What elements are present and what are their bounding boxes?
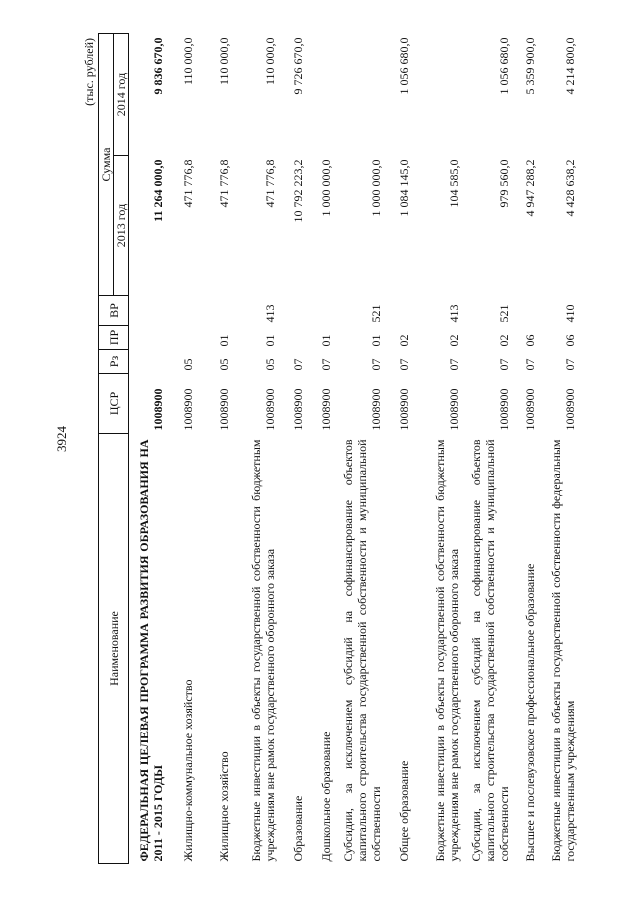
row-vr: 521 xyxy=(496,304,511,323)
row-rz: 05 xyxy=(180,358,195,371)
row-csr: 1008900 xyxy=(262,388,277,431)
row-name: Высшее и послевузовское профессиональное образование xyxy=(522,563,537,862)
row-csr: 1008900 xyxy=(562,388,577,431)
header-sum: Сумма xyxy=(99,33,114,295)
row-vr: 410 xyxy=(562,304,577,323)
row-vr xyxy=(307,296,335,326)
row-name: Бюджетные инвестиции в объекты государственной собственности бюджетным учреждениям вне рамок государственного оборонного заказа xyxy=(248,439,277,862)
row-csr: 1008900 xyxy=(290,388,305,431)
row-value-2014: 9 836 670,0 xyxy=(150,37,165,95)
table-row xyxy=(539,33,579,863)
row-vr xyxy=(197,296,233,326)
rotated-page xyxy=(82,34,590,864)
row-pr xyxy=(167,326,197,350)
row-rz: 07 xyxy=(318,358,333,371)
row-value-2013: 471 776,8 xyxy=(262,159,277,208)
row-pr: 06 xyxy=(562,334,577,347)
row-value-2014 xyxy=(413,33,463,155)
row-rz: 07 xyxy=(496,358,511,371)
header-2013: 2013 год xyxy=(114,156,129,296)
row-name: Общее образование xyxy=(396,760,411,862)
row-value-2014: 1 056 680,0 xyxy=(496,37,511,95)
row-csr: 1008900 xyxy=(396,388,411,431)
row-csr: 1008900 xyxy=(496,388,511,431)
table-row xyxy=(335,33,385,863)
row-vr xyxy=(279,296,307,326)
row-pr: 02 xyxy=(496,334,511,347)
budget-table xyxy=(98,33,579,864)
table-row xyxy=(413,33,463,863)
row-value-2014: 110 000,0 xyxy=(262,37,277,86)
header-rz: Рз xyxy=(99,350,129,374)
header-pr: ПР xyxy=(99,326,129,350)
row-vr: 413 xyxy=(446,304,461,323)
row-value-2013: 471 776,8 xyxy=(180,159,195,208)
row-rz: 07 xyxy=(368,358,383,371)
row-csr: 1008900 xyxy=(216,388,231,431)
row-value-2014: 1 056 680,0 xyxy=(396,37,411,95)
row-rz: 05 xyxy=(262,358,277,371)
row-csr: 1008900 xyxy=(150,388,165,431)
row-value-2013: 1 000 000,0 xyxy=(368,159,383,217)
header-name: Наименование xyxy=(99,434,129,864)
row-value-2014: 9 726 670,0 xyxy=(290,37,305,95)
row-name: Образование xyxy=(290,795,305,862)
row-value-2013: 1 084 145,0 xyxy=(396,159,411,217)
header-2014: 2014 год xyxy=(114,33,129,155)
row-rz: 07 xyxy=(446,358,461,371)
row-value-2014: 4 214 800,0 xyxy=(562,37,577,95)
row-csr: 1008900 xyxy=(180,388,195,431)
row-value-2014 xyxy=(335,33,385,155)
row-pr: 01 xyxy=(262,334,277,347)
row-rz: 07 xyxy=(522,358,537,371)
row-rz: 07 xyxy=(290,358,305,371)
table-row xyxy=(197,33,233,863)
table-row xyxy=(279,33,307,863)
row-rz xyxy=(129,350,167,374)
row-value-2013: 4 428 638,2 xyxy=(562,159,577,217)
row-pr xyxy=(129,326,167,350)
row-value-2014: 110 000,0 xyxy=(180,37,195,86)
row-pr xyxy=(279,326,307,350)
row-csr: 1008900 xyxy=(446,388,461,431)
header-vr: ВР xyxy=(99,296,129,326)
row-vr: 413 xyxy=(262,304,277,323)
row-name: Бюджетные инвестиции в объекты государственной собственности бюджетным учреждениям вне рамок государственного оборонного заказа xyxy=(432,439,461,862)
table-row xyxy=(513,33,539,863)
table-row xyxy=(129,33,167,863)
row-name: Бюджетные инвестиции в объекты государственной собственности федеральным государственным учреждениям xyxy=(548,439,577,862)
table-row xyxy=(463,33,513,863)
row-pr: 02 xyxy=(446,334,461,347)
row-name: Субсидии, за исключением субсидий на софинансирование объектов капитального строительства государственной собственности и муниципальной собственности xyxy=(340,439,383,862)
units-label: (тыс. рублей) xyxy=(82,38,96,106)
row-value-2014: 5 359 900,0 xyxy=(522,37,537,95)
row-name: Жилищное хозяйство xyxy=(216,751,231,862)
header-csr: ЦСР xyxy=(99,374,129,434)
row-vr xyxy=(129,296,167,326)
row-value-2013: 104 585,0 xyxy=(446,159,461,208)
row-name: Дошкольное образование xyxy=(318,731,333,862)
table-row xyxy=(233,33,279,863)
row-pr: 01 xyxy=(318,334,333,347)
row-value-2013: 10 792 223,2 xyxy=(290,159,305,223)
row-pr: 01 xyxy=(368,334,383,347)
row-value-2014 xyxy=(307,33,335,155)
table-row xyxy=(307,33,335,863)
row-vr xyxy=(167,296,197,326)
row-rz: 05 xyxy=(216,358,231,371)
row-name: ФЕДЕРАЛЬНАЯ ЦЕЛЕВАЯ ПРОГРАММА РАЗВИТИЯ ОБРАЗОВАНИЯ НА 2011 - 2015 ГОДЫ xyxy=(136,439,165,862)
row-value-2013: 471 776,8 xyxy=(216,159,231,208)
row-value-2013: 11 264 000,0 xyxy=(150,159,165,222)
table-row xyxy=(385,33,413,863)
row-csr: 1008900 xyxy=(522,388,537,431)
row-rz: 07 xyxy=(396,358,411,371)
row-name: Субсидии, за исключением субсидий на софинансирование объектов капитального строительства государственной собственности и муниципальной собственности xyxy=(468,439,511,862)
row-value-2013: 4 947 288,2 xyxy=(522,159,537,217)
row-vr xyxy=(513,296,539,326)
row-name: Жилищно-коммунальное хозяйство xyxy=(180,679,195,862)
row-rz: 07 xyxy=(562,358,577,371)
row-pr: 06 xyxy=(522,334,537,347)
table-row xyxy=(167,33,197,863)
row-csr: 1008900 xyxy=(318,388,333,431)
row-value-2014: 110 000,0 xyxy=(216,37,231,86)
row-value-2013: 1 000 000,0 xyxy=(318,159,333,217)
row-value-2013: 979 560,0 xyxy=(496,159,511,208)
row-csr: 1008900 xyxy=(368,388,383,431)
row-pr: 02 xyxy=(396,334,411,347)
row-pr: 01 xyxy=(216,334,231,347)
table-body xyxy=(129,33,579,863)
row-vr xyxy=(385,296,413,326)
table-header xyxy=(99,33,129,863)
row-vr: 521 xyxy=(368,304,383,323)
